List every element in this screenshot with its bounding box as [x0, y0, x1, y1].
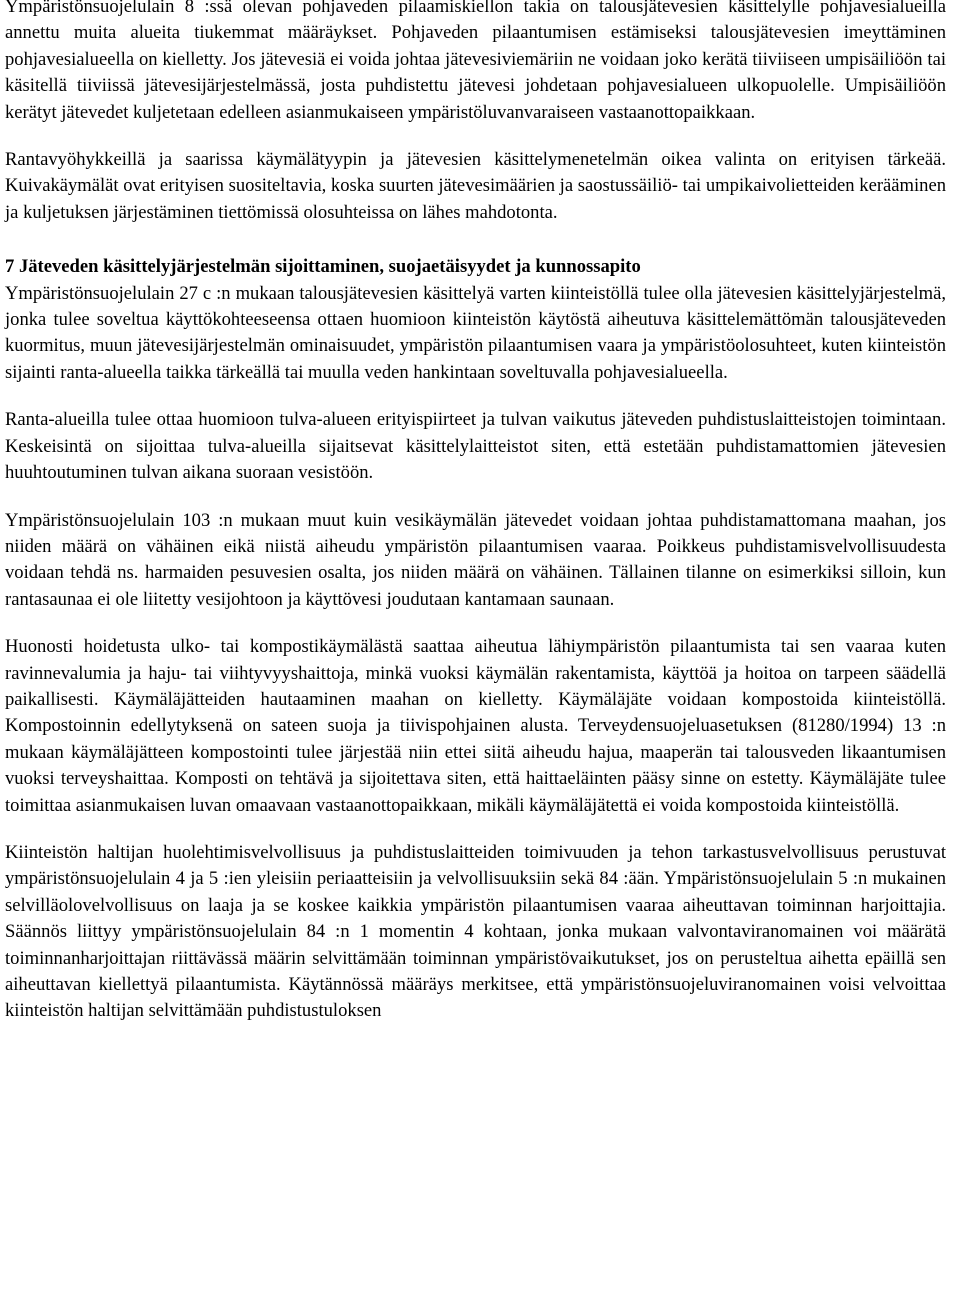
paragraph-composting-toilets: Huonosti hoidetusta ulko- tai kompostikäymälästä saattaa aiheutua lähiympäristön pilaantumista tai sen vaaraa kuten ravinnevalumia ja haju- tai viihtyvyyshaittoja, minkä vuoksi käymälän rakentamista, käyttöä ja hoitoa on tarpeen säädellä paikallisesti. Käymäläjätteiden hautaaminen maahan on kielletty. Käymäläjäte voidaan kompostoida kiinteistöllä. Kompostoinnin edellytyksenä on sateen suoja ja tiivispohjainen alusta. Terveydensuojeluasetuksen (81280/1994) 13 :n mukaan käymäläjätteen kompostointi tulee järjestää niin ettei siitä aiheudu hajua, maaperän tai talousveden likaantumisen vuoksi terveyshaittaa. Komposti on tehtävä ja sijoitettava siten, että haittaeläinten pääsy sinne on estetty. Käymäläjäte tulee toimittaa asianmukaisen luvan omaavaan vastaanottopaikkaan, mikäli käymäläjätettä ei voida kompostoida kiinteistöllä.: [5, 636, 946, 816]
paragraph-treatment-system: Ympäristönsuojelulain 27 c :n mukaan talousjätevesien käsittelyä varten kiinteistöllä tulee olla jätevesien käsittelyjärjestelmä, jonka tulee soveltua käyttökohteeseensa ottaen huomioon kiinteistön käytöstä aiheutuva käsittelemättömän talousjäteveden kuormitus, muun jätevesijärjestelmän ominaisuudet, ympäristön pilaantumisen vaara ja ympäristöolosuhteet, kuten kiinteistön sijainti ranta-alueella taikka tärkeällä tai muulla veden hankintaan soveltuvalla pohjavesialueella.: [5, 282, 946, 383]
paragraph-flood-areas: Ranta-alueilla tulee ottaa huomioon tulva-alueen erityispiirteet ja tulvan vaikutus jäteveden puhdistuslaitteistojen toimintaan. Keskeisintä on sijoittaa tulva-alueilla sijaitsevat käsittelylaitteistot siten, että estetään puhdistamattomien jätevesien huuhtoutuminen tulvan aikana suoraan vesistöön.: [5, 409, 946, 484]
paragraph-owner-obligations: Kiinteistön haltijan huolehtimisvelvollisuus ja puhdistuslaitteiden toimivuuden ja tehon tarkastusvelvollisuus perustuvat ympäristönsuojelulain 4 ja 5 :ien yleisiin periaatteisiin ja velvollisuuksiin sekä 84 :ään. Ympäristönsuojelulain 5 :n mukainen selvilläolovelvollisuus on laaja ja se koskee kaikkia ympäristön pilaantumisen vaaraa aiheuttavan toiminnan harjoittajia. Säännös liittyy ympäristönsuojelulain 84 :n 1 momentin 4 kohtaan, jonka mukaan valvontaviranomainen voi määrätä toiminnanharjoittajan riittävässä määrin selvittämään toiminnan ympäristövaikutukset, jos on perusteltua aihetta epäillä sen aiheuttavan kiellettyä pilaantumista. Käytännössä määräys merkitsee, että ympäristönsuojeluviranomainen voisi velvoittaa kiinteistön haltijan selvittämään puhdistustuloksen: [5, 841, 946, 1022]
paragraph-groundwater-rules: Ympäristönsuojelulain 8 :ssä olevan pohjaveden pilaamiskiellon takia on talousjätevesien käsittelylle pohjavesialueilla annettu muita alueita tiukemmat määräykset. Pohjaveden pilaantumisen estämiseksi talousjätevesien imeyttäminen pohjavesialueella on kielletty. Jos jätevesiä ei voida johtaa jätevesiviemäriin ne voidaan joko kerätä tiiviiseen umpisäiliöön tai käsitellä tiiviissä jätevesijärjestelmässä, josta puhdistettu jätevesi johdetaan pohjavesialueen ulkopuolelle. Umpisäiliöön kerätyt jätevedet kuljetetaan edelleen asianmukaiseen ympäristöluvanvaraiseen vastaanottopaikkaan.: [5, 0, 946, 123]
section-heading: 7 Jäteveden käsittelyjärjestelmän sijoittaminen, suojaetäisyydet ja kunnossapito: [5, 256, 641, 278]
paragraph-grey-water: Ympäristönsuojelulain 103 :n mukaan muut kuin vesikäymälän jätevedet voidaan johtaa puhdistamattomana maahan, jos niiden määrä on vähäinen eikä niistä aiheudu ympäristön pilaantumisen vaaraa. Poikkeus puhdistamisvelvollisuudesta voidaan tehdä ns. harmaiden pesuvesien osalta, jos niiden määrä on vähäinen. Tällainen tilanne on esimerkiksi silloin, kun rantasaunaa ei ole liitetty vesijohtoon ja käyttövesi joudutaan kantamaan saunaan.: [5, 509, 946, 610]
paragraph-shore-zones: Rantavyöhykkeillä ja saarissa käymälätyypin ja jätevesien käsittelymenetelmän oikea valinta on erityisen tärkeää. Kuivakäymälät ovat erityisen suositeltavia, koska suurten jätevesimäärien ja saostussäiliö- tai umpikaivolietteiden kerääminen ja kuljetuksen järjestäminen tiettömissä olosuhteissa on lähes mahdotonta.: [5, 149, 946, 223]
